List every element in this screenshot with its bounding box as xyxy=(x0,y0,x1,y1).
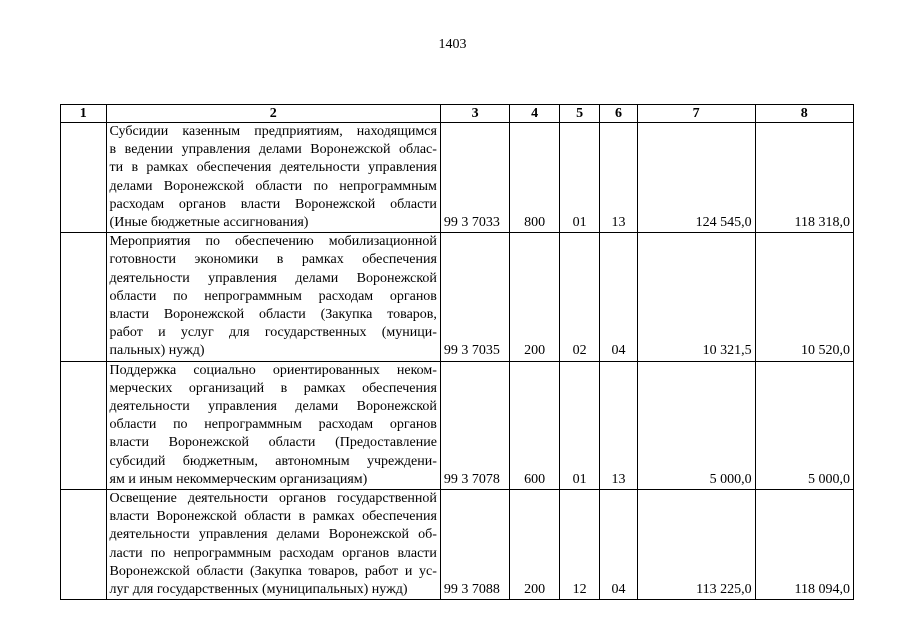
description-line: власти Воронежской области (Предоставление xyxy=(109,435,437,451)
cell-amount-8: 118 094,0 xyxy=(755,490,853,600)
cell-subsection: 13 xyxy=(600,361,637,489)
cell-expense-type: 200 xyxy=(510,233,560,361)
description-line: готовности экономики в рамках обеспечения xyxy=(109,252,437,268)
description-line: Мероприятия по обеспечению мобилизационной xyxy=(109,234,437,250)
cell-target-code: 99 3 7078 xyxy=(440,361,509,489)
cell-expense-type: 800 xyxy=(510,123,560,233)
description-line: (Иные бюджетные ассигнования) xyxy=(109,215,309,231)
description-line: области по непрограммным расходам органов xyxy=(109,417,437,433)
description-line: деятельности управления делами Воронежской xyxy=(109,399,437,415)
cell-col-1 xyxy=(61,361,107,489)
page-number: 1403 xyxy=(438,37,467,52)
table-row xyxy=(61,123,854,233)
header-col-4: 4 xyxy=(510,105,560,123)
cell-amount-8: 5 000,0 xyxy=(755,361,853,489)
header-col-5: 5 xyxy=(559,105,599,123)
cell-col-1 xyxy=(61,490,107,600)
cell-subsection: 13 xyxy=(600,123,637,233)
table-header xyxy=(61,105,854,123)
cell-col-1 xyxy=(61,123,107,233)
cell-description xyxy=(106,123,440,233)
header-col-2: 2 xyxy=(106,105,440,123)
cell-target-code: 99 3 7035 xyxy=(440,233,509,361)
cell-expense-type: 200 xyxy=(510,490,560,600)
header-col-3: 3 xyxy=(440,105,509,123)
header-col-7: 7 xyxy=(637,105,755,123)
description-line: ям и иным некоммерческим организациям) xyxy=(109,471,368,487)
description-line: мерческих организаций в рамках обеспечения xyxy=(109,380,437,396)
description-line: субсидий бюджетным, автономным учреждени- xyxy=(109,453,437,469)
cell-amount-8: 118 318,0 xyxy=(755,123,853,233)
table-row xyxy=(61,233,854,361)
description-line: Освещение деятельности органов государственной xyxy=(109,491,437,507)
cell-subsection: 04 xyxy=(600,490,637,600)
description-line: области по непрограммным расходам органов xyxy=(109,288,437,304)
description-line: Субсидии казенным предприятиям, находящимся xyxy=(109,124,437,139)
description-line: расходам органов власти Воронежской области xyxy=(109,196,437,212)
description-line: делами Воронежской области по непрограммным xyxy=(109,178,437,194)
cell-target-code: 99 3 7088 xyxy=(440,490,509,600)
header-col-6: 6 xyxy=(600,105,637,123)
header-col-8: 8 xyxy=(755,105,853,123)
cell-section: 02 xyxy=(559,233,599,361)
cell-amount-7: 124 545,0 xyxy=(637,123,755,233)
header-row xyxy=(61,105,854,123)
cell-description xyxy=(106,233,440,361)
description-line: власти Воронежской области (Закупка товаров, xyxy=(109,307,437,323)
cell-section: 01 xyxy=(559,123,599,233)
cell-description xyxy=(106,361,440,489)
description-line: работ и услуг для государственных (муници- xyxy=(109,325,437,341)
table-row xyxy=(61,361,854,489)
header-col-1: 1 xyxy=(61,105,107,123)
description-line: ти в рамках обеспечения деятельности управления xyxy=(109,160,437,176)
description-line: власти Воронежской области в рамках обеспечения xyxy=(109,509,437,525)
description-line: деятельности управления делами Воронежской xyxy=(109,270,437,286)
budget-table xyxy=(60,104,854,600)
description-line: Воронежской области (Закупка товаров, работ и ус- xyxy=(109,563,437,579)
cell-expense-type: 600 xyxy=(510,361,560,489)
cell-amount-7: 10 321,5 xyxy=(637,233,755,361)
table-row xyxy=(61,490,854,600)
cell-section: 01 xyxy=(559,361,599,489)
cell-amount-7: 113 225,0 xyxy=(637,490,755,600)
cell-section: 12 xyxy=(559,490,599,600)
cell-col-1 xyxy=(61,233,107,361)
cell-target-code: 99 3 7033 xyxy=(440,123,509,233)
cell-amount-8: 10 520,0 xyxy=(755,233,853,361)
cell-subsection: 04 xyxy=(600,233,637,361)
cell-amount-7: 5 000,0 xyxy=(637,361,755,489)
description-line: деятельности управления делами Воронежской об- xyxy=(109,527,437,543)
description-line: пальных) нужд) xyxy=(109,343,205,359)
description-line: ласти по непрограммным расходам органов власти xyxy=(109,545,437,561)
description-line: луг для государственных (муниципальных) нужд) xyxy=(109,582,408,598)
description-line: Поддержка социально ориентированных неком- xyxy=(109,362,437,378)
cell-description xyxy=(106,490,440,600)
description-line: в ведении управления делами Воронежской облас- xyxy=(109,142,437,158)
